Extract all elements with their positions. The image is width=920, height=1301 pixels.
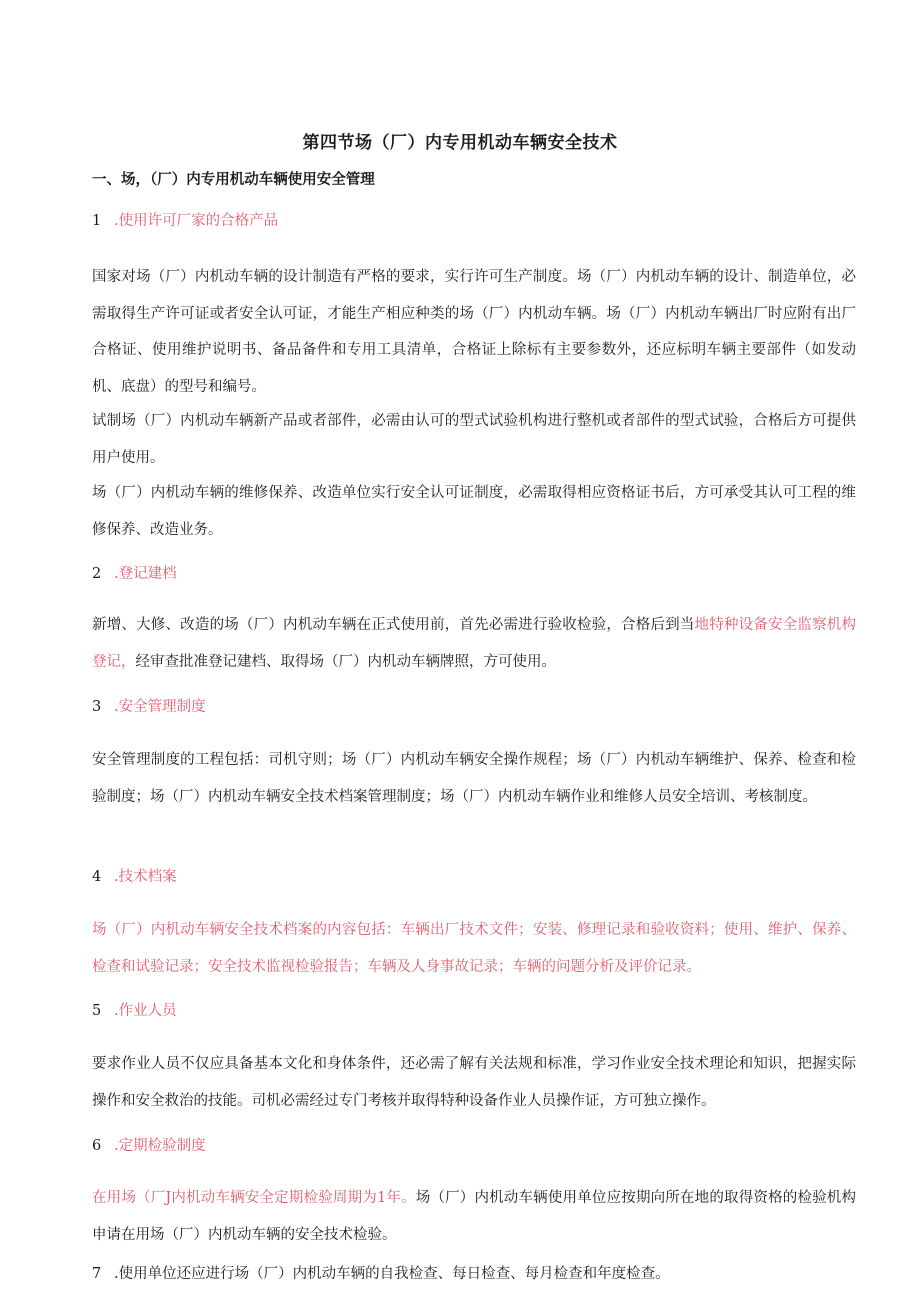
item-number: 6: [92, 1138, 102, 1154]
item-label: .安全管理制度: [114, 699, 206, 715]
paragraph-3: 安全管理制度的工程包括：司机守则；场（厂）内机动车辆安全操作规程；场（厂）内机动车辆维护、保养、检查和检验制度；场（厂）内机动车辆安全技术档案管理制度；场（厂）内机动车辆作业和维修人员安全培训、考核制度。: [92, 752, 856, 805]
highlighted-text: 在用场（厂J内机动车辆安全定期检验周期为1年。: [92, 1190, 416, 1206]
item-label: .定期检验制度: [114, 1138, 206, 1154]
item-label: .使用许可厂家的合格产品: [114, 213, 279, 229]
item-text: .使用单位还应进行场（厂）内机动车辆的自我检查、每日检查、每月检查和年度检查。: [114, 1266, 670, 1282]
paragraph-text: 经审查批准登记建档、取得场（厂）内机动车辆牌照，方可使用。: [135, 653, 556, 670]
item-heading-3: [92, 695, 206, 716]
item-heading-4: [92, 865, 177, 886]
item-label: .技术档案: [114, 869, 177, 885]
item-heading-6: [92, 1134, 206, 1155]
paragraph-1-3: 场（厂）内机动车辆的维修保养、改造单位实行安全认可证制度，必需取得相应资格证书后，方可承受其认可工程的维修保养、改造业务。: [92, 485, 856, 538]
item-number: 2: [92, 566, 102, 582]
paragraph-text: 新增、大修、改造的场（厂）内机动车辆在正式使用前，首先必需进行验收检验，合格后到当: [92, 617, 695, 633]
paragraph-2: [92, 607, 856, 680]
page-title: 第四节场（厂）内专用机动车辆安全技术: [302, 133, 618, 153]
item-number: 7: [92, 1266, 102, 1282]
highlighted-text: 地特种设备安全监察机构登记，: [92, 617, 857, 670]
paragraph-1-1: 国家对场（厂）内机动车辆的设计制造有严格的要求，实行许可生产制度。场（厂）内机动车辆的设计、制造单位，必需取得生产许可证或者安全认可证，才能生产相应种类的场（厂）内机动车辆。场（厂）内机动车辆出厂时应附有出厂合格证、使用维护说明书、备品备件和专用工具清单，合格证上除标有主要参数外，还应标明车辆主要部件（如发动机、底盘）的型号和编号。: [92, 269, 856, 395]
item-number: 5: [92, 1003, 102, 1019]
item-number: 1: [92, 213, 102, 229]
paragraph-6: [92, 1180, 856, 1253]
paragraph-text: 场（厂）内机动车辆使用单位应按期向所在地的取得资格的检验机构申请在用场（厂）内机动车辆的安全技术检验。: [92, 1190, 856, 1243]
item-heading-1: [92, 209, 278, 230]
paragraph-4: 场（厂）内机动车辆安全技术档案的内容包括：车辆出厂技术文件；安装、修理记录和验收资料；使用、维护、保养、检查和试验记录；安全技术监视检验报告；车辆及人身事故记录；车辆的问题分析及评价记录。: [92, 922, 856, 975]
item-label: .登记建档: [114, 566, 177, 582]
paragraph-1-2: 试制场（厂）内机动车辆新产品或者部件，必需由认可的型式试验机构进行整机或者部件的型式试验，合格后方可提供用户使用。: [92, 413, 856, 466]
item-heading-5: [92, 999, 177, 1020]
item-number: 4: [92, 869, 102, 885]
section-heading: 一、场，（厂）内专用机动车辆使用安全管理: [92, 172, 375, 188]
item-label: .作业人员: [114, 1003, 177, 1019]
paragraph-5: 要求作业人员不仅应具备基本文化和身体条件，还必需了解有关法规和标准，学习作业安全技术理论和知识，把握实际操作和安全救治的技能。司机必需经过专门考核并取得特种设备作业人员操作证，方可独立操作。: [92, 1056, 856, 1109]
item-heading-2: [92, 562, 177, 583]
item-heading-7: [92, 1262, 670, 1283]
item-number: 3: [92, 699, 102, 715]
